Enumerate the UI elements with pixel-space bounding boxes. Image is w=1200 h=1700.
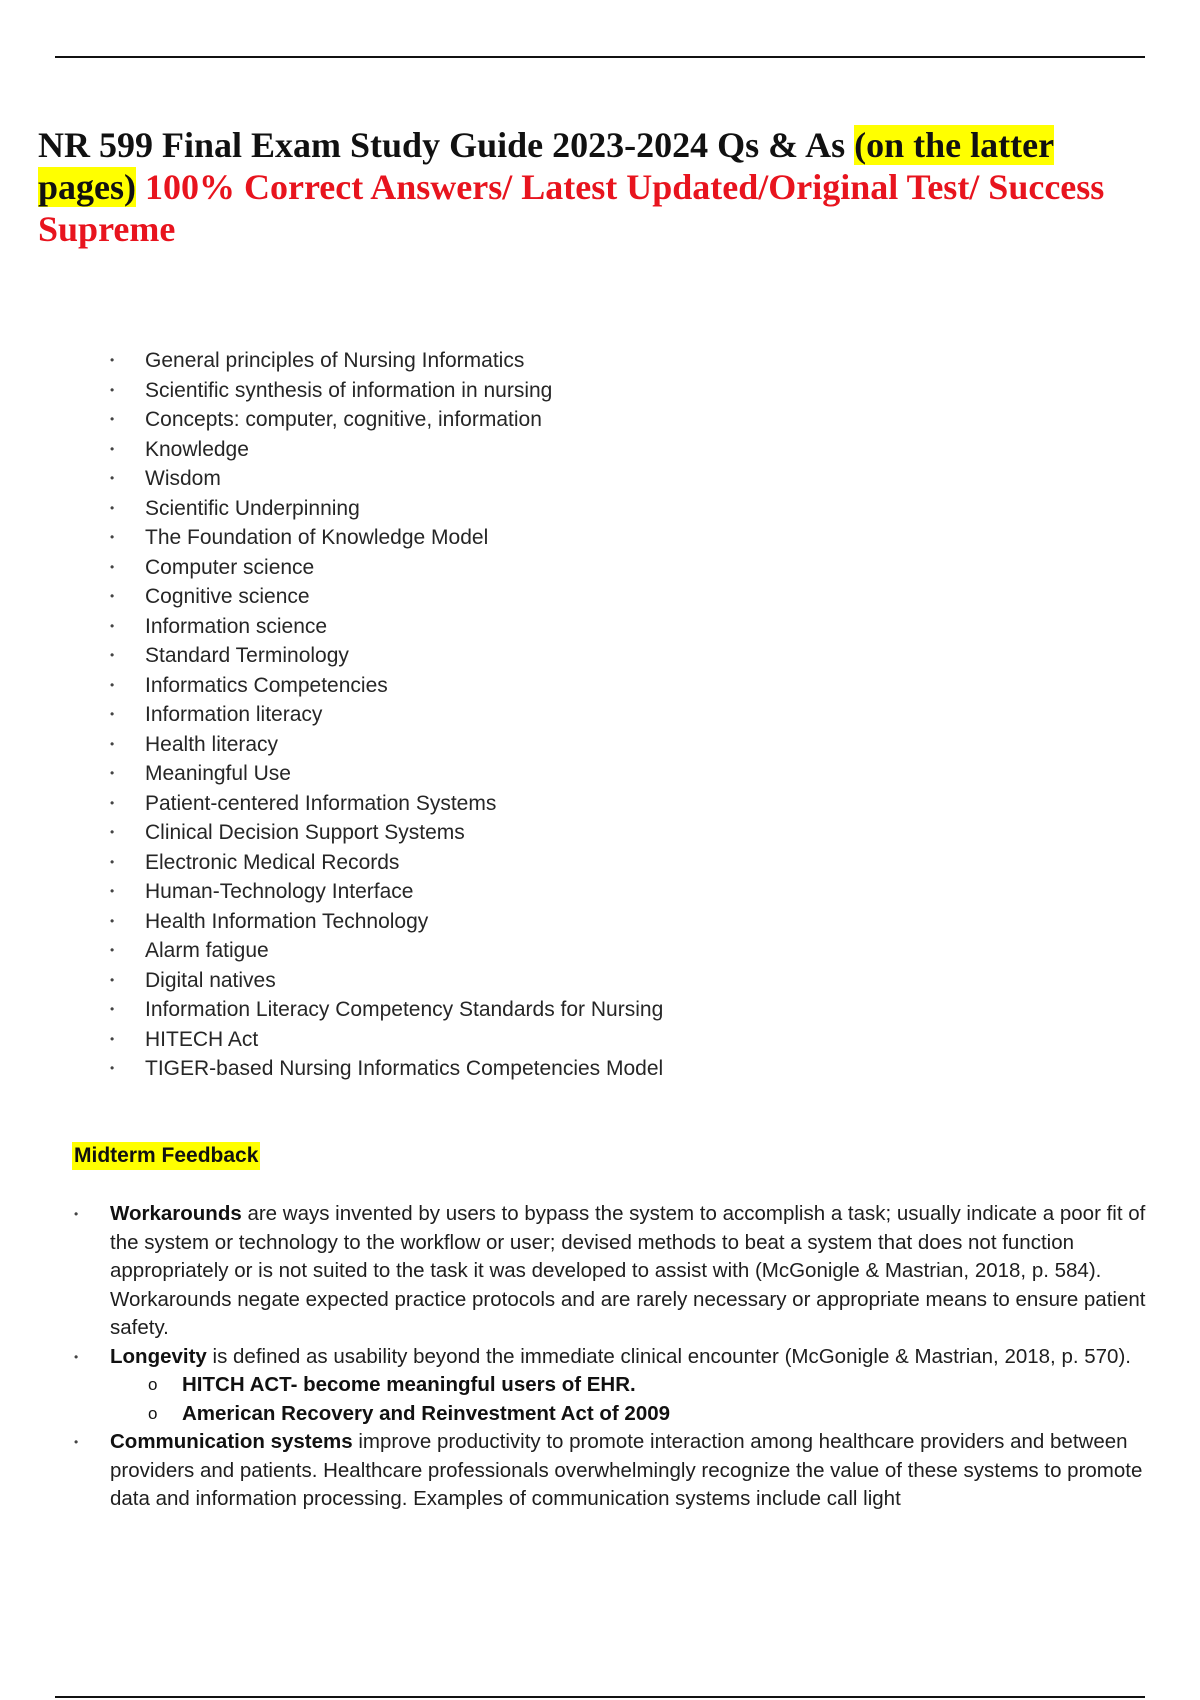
bullet-icon: • — [110, 353, 115, 367]
definition: are ways invented by users to bypass the system to accomplish a task; usually indicate a poor fit of the system or technology to the workflow or user; devised methods to beat a system that does not function appropriately or is not suited to the task it was developed to assist with (McGonigle & Mastrian, 2018, p. 584). Workarounds negate expected practice protocols and are rarely necessary or appropriate means to ensure patient safety. — [110, 1202, 1146, 1339]
circle-bullet-icon: o — [148, 1403, 158, 1423]
sub-list — [110, 1371, 1162, 1428]
definition: improve productivity to promote interaction among healthcare providers and between providers and patients. Healthcare professionals overwhelmingly recognize the value of these systems to promote data and information processing. Examples of communication systems include call light — [110, 1430, 1143, 1510]
bullet-icon: • — [110, 589, 115, 603]
list-item: • Wisdom — [100, 464, 663, 494]
list-item: • Digital natives — [100, 966, 663, 996]
list-item: • TIGER-based Nursing Informatics Competencies Model — [100, 1054, 663, 1084]
bullet-icon: • — [110, 766, 115, 780]
document-title — [38, 124, 1158, 250]
bullet-icon: • — [110, 913, 115, 928]
bullet-icon: • — [110, 1061, 115, 1075]
bullet-icon: • — [110, 500, 115, 515]
bullet-icon: • — [110, 382, 115, 397]
list-item: • Meaningful Use — [100, 759, 663, 789]
list-item: • Patient-centered Information Systems — [100, 789, 663, 819]
bullet-icon: • — [110, 618, 115, 633]
list-item: • Electronic Medical Records — [100, 848, 663, 878]
bullet-icon: • — [110, 1002, 115, 1016]
feedback-list — [72, 1200, 1162, 1514]
bullet-icon: • — [110, 707, 115, 721]
list-item: • Information Literacy Competency Standards for Nursing — [100, 995, 663, 1025]
term: Communication systems — [110, 1430, 353, 1453]
bullet-icon: • — [110, 1031, 115, 1046]
bullet-icon: • — [110, 854, 115, 869]
bullet-icon: • — [74, 1207, 79, 1221]
bullet-icon: • — [110, 648, 115, 662]
list-item: • Computer science — [100, 553, 663, 583]
bullet-icon: • — [110, 825, 115, 839]
bottom-rule — [55, 1696, 1145, 1698]
top-rule — [55, 56, 1145, 58]
circle-bullet-icon: o — [148, 1375, 158, 1394]
bullet-icon: • — [110, 677, 115, 692]
list-item: • Information science — [100, 612, 663, 642]
list-item: • Concepts: computer, cognitive, information — [100, 405, 663, 435]
list-item: • General principles of Nursing Informatics — [100, 346, 663, 376]
bullet-icon: • — [74, 1435, 79, 1449]
bullet-icon: • — [110, 530, 115, 544]
bullet-icon: • — [110, 943, 115, 957]
list-item: • Human-Technology Interface — [100, 877, 663, 907]
definition: is defined as usability beyond the immediate clinical encounter (McGonigle & Mastrian, 2018, p. 570). — [206, 1344, 1131, 1368]
midterm-feedback-heading: Midterm Feedback — [72, 1142, 260, 1170]
list-item: • Informatics Competencies — [100, 671, 663, 701]
bullet-icon: • — [110, 412, 115, 426]
title-main: NR 599 Final Exam Study Guide 2023-2024 Qs & As — [38, 125, 855, 165]
list-item: • Health Information Technology — [100, 907, 663, 937]
list-item: • Alarm fatigue — [100, 936, 663, 966]
list-item: • Standard Terminology — [100, 641, 663, 671]
sub-list-item: o American Recovery and Reinvestment Act of 2009 — [110, 1400, 1162, 1429]
list-item: • Cognitive science — [100, 582, 663, 612]
bullet-icon: • — [110, 795, 115, 810]
term: Longevity — [110, 1344, 207, 1368]
list-item: • HITECH Act — [100, 1025, 663, 1055]
list-item: • Scientific synthesis of information in nursing — [100, 376, 663, 406]
list-item: • The Foundation of Knowledge Model — [100, 523, 663, 553]
term: Workarounds — [110, 1202, 242, 1225]
list-item: • Clinical Decision Support Systems — [100, 818, 663, 848]
title-highlight: (on the latter pages) — [38, 125, 1055, 207]
bullet-icon: • — [110, 559, 115, 574]
list-item: • Knowledge — [100, 435, 663, 465]
list-item: • Scientific Underpinning — [100, 494, 663, 524]
bullet-icon: • — [110, 736, 115, 751]
bullet-icon: • — [110, 471, 115, 485]
bullet-icon: • — [110, 884, 115, 898]
list-item — [72, 1343, 1162, 1429]
bullet-icon: • — [74, 1349, 79, 1364]
list-item — [72, 1428, 1162, 1514]
sub-list-item: o HITCH ACT- become meaningful users of EHR. — [110, 1371, 1162, 1400]
title-red-tagline: 100% Correct Answers/ Latest Updated/Original Test/ Success Supreme — [38, 167, 1105, 249]
list-item — [72, 1200, 1162, 1343]
bullet-icon: • — [110, 441, 115, 456]
bullet-icon: • — [110, 972, 115, 987]
list-item: • Health literacy — [100, 730, 663, 760]
list-item: • Information literacy — [100, 700, 663, 730]
topic-list — [100, 346, 663, 1084]
